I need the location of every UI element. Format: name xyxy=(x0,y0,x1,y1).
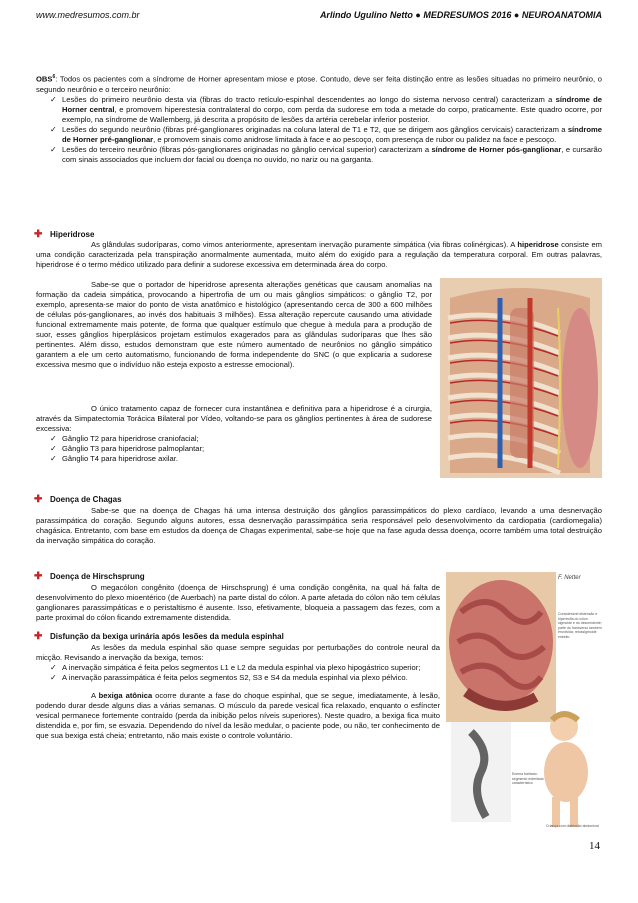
red-cross-icon: ✚ xyxy=(34,229,43,240)
figure-caption: Considerável distensão e hipertrofia do cólon sigmoide e do descendente; parte do transverso também envolvida; retossigmoide estreito xyxy=(558,612,602,639)
obs-sup: 6 xyxy=(52,74,56,80)
hiperidrose-p2: Sabe-se que o portador de hiperidrose apresenta alterações genéticas que causam anomalias na formação da cadeia simpática, provocando a hipertrofia de um ou mais gânglios simpáticos: o gânglio T2, por exemplo, apresenta-se maior do ponto de vista anatômico e histológico (apresentando cerca de 300 a 600 milhões de células pós-ganglionares, ao invés dos habituais 3 milhões). Essa alteração repercute causando uma atividade funcional extremamente mais potente, de forma que qualquer estímulo que chegue à medula para a produção de suor, esses gânglios hiperplásicos projetam estímulos exagerados para as glândulas sudoríparas que lhes são pertinentes. Além disso, estudos demonstram que este número aumentado de neurônios no gânglio simpático garantem a ele um certo automatismo, funcionando de forma independente do SNC (o que explicaria a sudorese excessiva mesmo que o indivíduo não esteja exposto a estresse emocional). xyxy=(36,280,432,369)
hirschsprung-p1: O megacólon congênito (doença de Hirschsprung) é uma condição congênita, na qual há falta de desenvolvimento do plexo mioentérico (de Auerbach) na parte distal do cólon. A parte afetada do cólon não tem células ganglionares parassimpáticas e o peristaltismo é ausente. Isso, efetivamente, bloqueia a passagem das fezes, com a parte proximal do cólon ficando extremamente distendida. xyxy=(36,583,440,622)
hiperidrose-item: ✓ Gânglio T3 para hiperidrose palmoplantar; xyxy=(50,444,205,453)
obs-label: OBS xyxy=(36,74,53,84)
section-chagas xyxy=(28,495,602,505)
obs-item: ✓ Lesões do primeiro neurônio desta via (fibras do tracto retículo-espinhal descendentes ao longo do sistema nervoso central) caracterizam a síndrome de Horner central, e promovem hiperestesia contralateral do corpo, com perda da sudorese em toda a metade do corpo, praticamente. Este quadro ocorre, por exemplo, na síndrome de Wallemberg, já descrita a propósito de lesões da artéria cerebelar inferior posterior. xyxy=(50,94,602,124)
hiperidrose-p3: O único tratamento capaz de fornecer cura instantânea e definitiva para a hiperidrose é a cirurgia, através da Simpatectomia Torácica Bilateral por Vídeo, voltando-se para os gânglios pertinentes à área de sudorese excessiva: ✓ Gânglio T2 para hiperidrose craniofacial; ✓ Gânglio T3 para hiperidrose palmoplantar; ✓ Gânglio T4 para hiperidrose axilar. xyxy=(36,404,602,464)
section-bexiga xyxy=(28,632,448,642)
obs-item: ✓ Lesões do terceiro neurônio (fibras pós-ganglionares originadas no gânglio cervical superior) caracterizam a síndrome de Horner pós-ganglionar, e cursarão com sinais associados que incluem dor facial ou doença no ouvido, no nariz ou na garganta. xyxy=(50,144,602,164)
red-cross-icon: ✚ xyxy=(34,571,43,582)
check-icon: ✓ xyxy=(50,444,57,453)
red-cross-icon: ✚ xyxy=(34,631,43,642)
thorax-sympathetic-chain-illustration xyxy=(440,278,602,478)
artist-signature: F. Netter xyxy=(558,575,581,581)
section-heading: ✚ Disfunção da bexiga urinária após lesões da medula espinhal xyxy=(34,631,284,642)
section-heading: ✚ Hiperidrose xyxy=(34,229,95,240)
check-icon: ✓ xyxy=(50,124,57,134)
check-icon: ✓ xyxy=(50,434,57,443)
thorax-drawing xyxy=(440,278,602,478)
page-number: 14 xyxy=(589,840,600,852)
check-icon: ✓ xyxy=(50,663,57,672)
red-cross-icon: ✚ xyxy=(34,494,43,505)
check-icon: ✓ xyxy=(50,673,57,682)
chagas-p1: Sabe-se que na doença de Chagas há uma intensa destruição dos gânglios parassimpáticos do plexo cardíaco, levando a uma desnervação parassimpática do coração. Segundo alguns autores, essa desnervação parassimpática seria responsável pelo desenvolvimento da cardiopatia (cardiomegalia) chagásica. Entretanto, com base em estudos da doença de Chagas experimental, sabe-se hoje que na fase aguda dessa doença, ocorre também uma total destruição da inervação simpática do coração. xyxy=(36,506,602,545)
obs-item: ✓ Lesões do segundo neurônio (fibras pré-ganglionares originadas na coluna lateral de T1 e T2, que se dirigem aos gânglios cervicais) caracterizam a síndrome de Horner pré-ganglionar, e promovem sinais como anidrose limitada à face e ao pescoço, com presença de rubor ou palidez na face e pescoço. xyxy=(50,124,602,144)
hiperidrose-item: ✓ Gânglio T4 para hiperidrose axilar. xyxy=(50,454,178,463)
section-heading: ✚ Doença de Hirschsprung xyxy=(34,571,145,582)
hiperidrose-item: ✓ Gânglio T2 para hiperidrose craniofacial; xyxy=(50,434,199,443)
hiperidrose-p1: As glândulas sudoríparas, como vimos anteriormente, apresentam inervação puramente simpática (via fibras colinérgicas). A hiperidrose consiste em uma condição caracterizada pela transpiração anormalmente aumentada, muito além do exigido para a regulação da temperatura corporal. Em outras palavras, hiperidrose é o termo médico utilizado para definir a sudorese excessiva em determinada área do corpo. xyxy=(36,240,602,269)
figure-caption: Criança com distensão abdominal xyxy=(546,824,599,828)
section-hiperidrose xyxy=(28,230,602,240)
check-icon: ✓ xyxy=(50,144,57,154)
bexiga-item: ✓ A inervação simpática é feita pelos segmentos L1 e L2 da medula espinhal via plexo hipogástrico superior; xyxy=(50,663,421,672)
section-heading: ✚ Doença de Chagas xyxy=(34,494,122,505)
obs-intro: : Todos os pacientes com a síndrome de Horner apresentam miose e ptose. Contudo, deve ser feita distinção entre as lesões situadas no primeiro neurônio, o segundo neurônio e o terceiro neurônio: xyxy=(36,74,602,94)
figure-caption: Enema baritado: segmento estreitado característico xyxy=(512,772,544,785)
site-url: www.medresumos.com.br xyxy=(36,10,140,20)
bexiga-body: As lesões da medula espinhal são quase sempre seguidas por perturbações do controle neural da micção. Revisando a inervação da bexiga, temos: ✓ A inervação simpática é feita pelos segmentos L1 e L2 da medula espinhal via plexo hipogástrico superior; ✓ A inervação parassimpática é feita pelos segmentos S2, S3 e S4 da medula espinhal via plexo pélvico. A bexiga atônica ocorre durante a fase do choque espinhal, que se segue, imediatamente, à lesão, podendo durar desde alguns dias a várias semanas. O músculo da parede vesical fica relaxado, enquanto o esfíncter vesical permanece fortemente contraído (perda da inibição pelos níveis superiores). Neste quadro, a bexiga fica muito distendida e, por fim, se esvazia. Dependendo do nível da lesão medular, o paciente pode, ou não, ter conhecimento de que sua bexiga está cheia; entretanto, não mais existe o controle voluntário. xyxy=(36,643,440,740)
megacolon-illustration xyxy=(446,572,602,834)
running-title: Arlindo Ugulino Netto ● MEDRESUMOS 2016 ● NEUROANATOMIA xyxy=(319,10,602,20)
page-header xyxy=(36,10,602,24)
obs-block xyxy=(36,72,602,165)
bexiga-item: ✓ A inervação parassimpática é feita pelos segmentos S2, S3 e S4 da medula espinhal via plexo pélvico. xyxy=(50,673,408,682)
check-icon: ✓ xyxy=(50,454,57,463)
check-icon: ✓ xyxy=(50,94,57,104)
